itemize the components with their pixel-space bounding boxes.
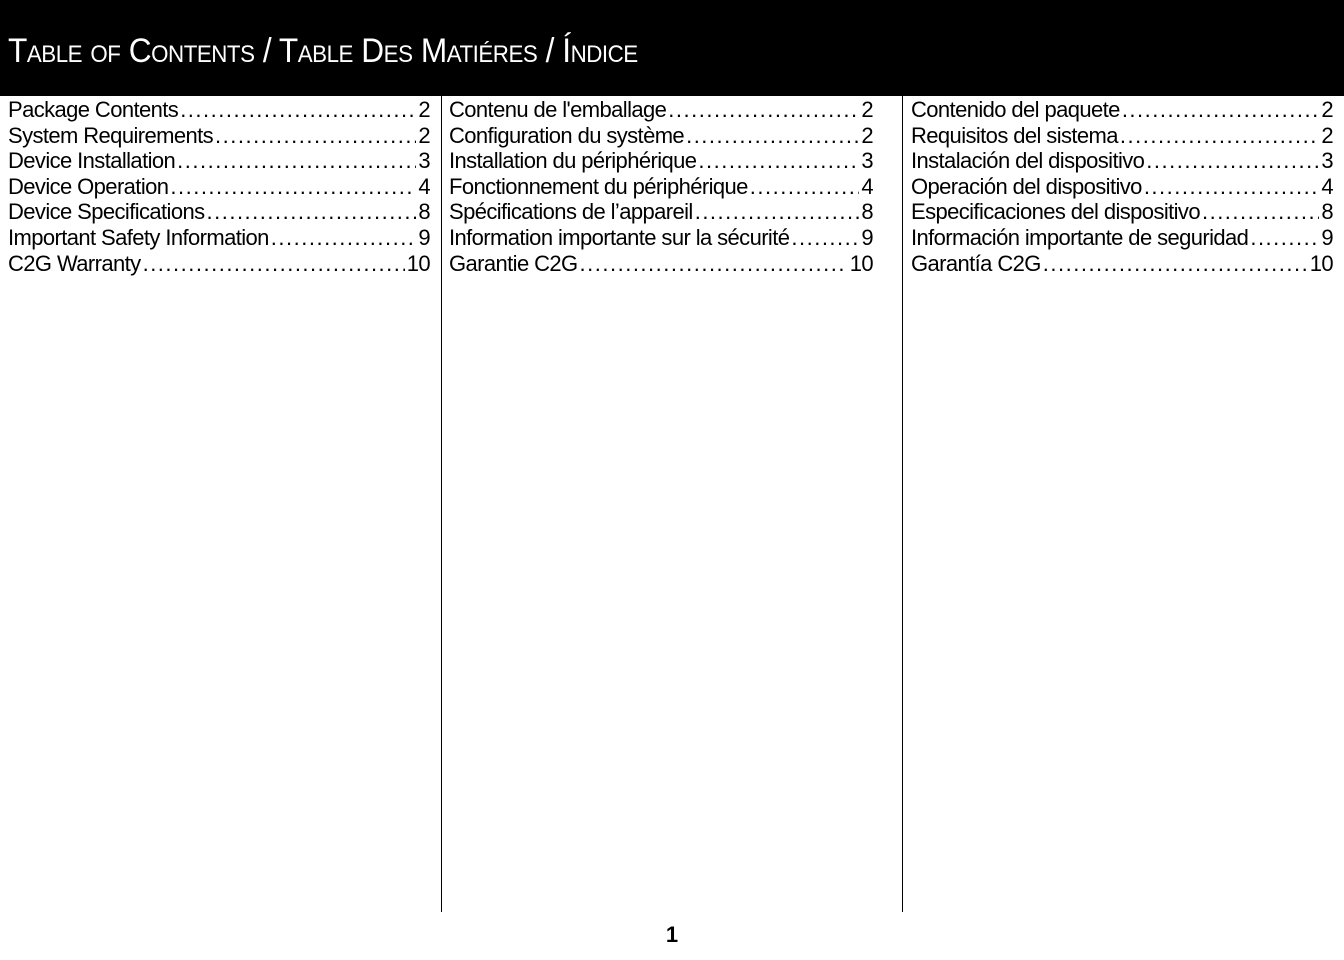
- toc-entry[interactable]: [911, 199, 1333, 225]
- toc-entry[interactable]: [449, 174, 873, 200]
- toc-entry-page: 8: [418, 199, 430, 225]
- toc-entry-label: Garantía C2G: [911, 250, 1041, 276]
- dot-leader: [1202, 199, 1319, 225]
- toc-entry[interactable]: [449, 123, 873, 149]
- dot-leader: [791, 225, 859, 251]
- toc-entry-page: 3: [861, 148, 873, 174]
- toc-entry[interactable]: [911, 123, 1333, 149]
- dot-leader: [143, 251, 405, 277]
- dot-leader: [1144, 174, 1320, 200]
- toc-entry-page: 4: [418, 173, 430, 199]
- toc-entry-label: Garantie C2G: [449, 250, 578, 276]
- page-title: Table of Contents / Table Des Matiéres / Índice: [8, 32, 638, 70]
- toc-entry[interactable]: [8, 174, 430, 200]
- toc-entry-label: Package Contents: [8, 97, 179, 122]
- toc-entry[interactable]: [8, 123, 430, 149]
- toc-entry-label: Spécifications de l’appareil: [449, 199, 693, 225]
- toc-entry-label: Operación del dispositivo: [911, 173, 1142, 199]
- toc-entry-label: Información importante de seguridad: [911, 224, 1249, 250]
- dot-leader: [668, 97, 859, 123]
- dot-leader: [1122, 97, 1320, 123]
- toc-entry-page: 9: [1321, 224, 1333, 250]
- toc-entry[interactable]: [911, 148, 1333, 174]
- toc-entry[interactable]: [449, 251, 873, 277]
- dot-leader: [271, 225, 417, 251]
- toc-entry-label: Contenu de l'emballage: [449, 97, 667, 122]
- toc-entry-label: Fonctionnement du périphérique: [449, 173, 748, 199]
- toc-entry[interactable]: [8, 199, 430, 225]
- dot-leader: [695, 199, 860, 225]
- column-divider: [902, 96, 903, 912]
- dot-leader: [215, 123, 416, 149]
- dot-leader: [177, 148, 416, 174]
- toc-entry-page: 2: [418, 122, 430, 148]
- column-divider: [441, 96, 442, 912]
- toc-entry-page: 2: [1321, 122, 1333, 148]
- toc-entry-label: Installation du périphérique: [449, 148, 697, 174]
- dot-leader: [180, 97, 416, 123]
- toc-entry-label: Requisitos del sistema: [911, 122, 1118, 148]
- toc-entry[interactable]: [449, 97, 873, 123]
- toc-entry[interactable]: [8, 148, 430, 174]
- page-number: 1: [665, 922, 679, 947]
- dot-leader: [170, 174, 416, 200]
- toc-entry-page: 9: [861, 224, 873, 250]
- toc-entry[interactable]: [8, 251, 430, 277]
- toc-entry[interactable]: [8, 97, 430, 123]
- toc-entry-label: System Requirements: [8, 122, 214, 148]
- dot-leader: [1146, 148, 1319, 174]
- toc-entry-page: 10: [406, 250, 430, 276]
- toc-entry-page: 8: [1321, 199, 1333, 225]
- toc-entry-label: Especificaciones del dispositivo: [911, 199, 1200, 225]
- toc-entry[interactable]: [911, 251, 1333, 277]
- dot-leader: [1120, 123, 1319, 149]
- toc-entry-page: 10: [1309, 250, 1333, 276]
- toc-entry-label: Instalación del dispositivo: [911, 148, 1145, 174]
- toc-column-spanish: [911, 97, 1333, 276]
- toc-entry[interactable]: [8, 225, 430, 251]
- dot-leader: [686, 123, 859, 149]
- toc-entry-page: 3: [1321, 148, 1333, 174]
- dot-leader: [698, 148, 859, 174]
- dot-leader: [580, 251, 848, 277]
- dot-leader: [1043, 251, 1308, 277]
- toc-entry[interactable]: [449, 199, 873, 225]
- toc-entry-label: Information importante sur la sécurité: [449, 224, 790, 250]
- toc-entry[interactable]: [449, 148, 873, 174]
- title-bar: [0, 0, 1344, 96]
- dot-leader: [750, 174, 860, 200]
- toc-entry-label: Device Specifications: [8, 199, 205, 225]
- toc-entry-page: 9: [418, 224, 430, 250]
- toc-entry-page: 10: [849, 250, 873, 276]
- toc-entry-page: 2: [418, 97, 430, 122]
- toc-entry[interactable]: [911, 174, 1333, 200]
- dot-leader: [207, 199, 417, 225]
- toc-entry-page: 2: [861, 122, 873, 148]
- dot-leader: [1250, 225, 1319, 251]
- toc-entry-page: 2: [1321, 97, 1333, 122]
- toc-column-english: [8, 97, 430, 276]
- toc-entry[interactable]: [449, 225, 873, 251]
- toc-entry-label: C2G Warranty: [8, 250, 141, 276]
- toc-entry[interactable]: [911, 225, 1333, 251]
- toc-entry-page: 2: [861, 97, 873, 122]
- toc-entry-page: 4: [861, 173, 873, 199]
- toc-entry-label: Device Installation: [8, 148, 176, 174]
- toc-entry[interactable]: [911, 97, 1333, 123]
- toc-entry-label: Contenido del paquete: [911, 97, 1120, 122]
- toc-entry-page: 8: [861, 199, 873, 225]
- toc-entry-label: Configuration du système: [449, 122, 685, 148]
- toc-entry-page: 3: [418, 148, 430, 174]
- toc-entry-label: Device Operation: [8, 173, 169, 199]
- toc-entry-page: 4: [1321, 173, 1333, 199]
- toc-entry-label: Important Safety Information: [8, 224, 269, 250]
- toc-column-french: [449, 97, 873, 276]
